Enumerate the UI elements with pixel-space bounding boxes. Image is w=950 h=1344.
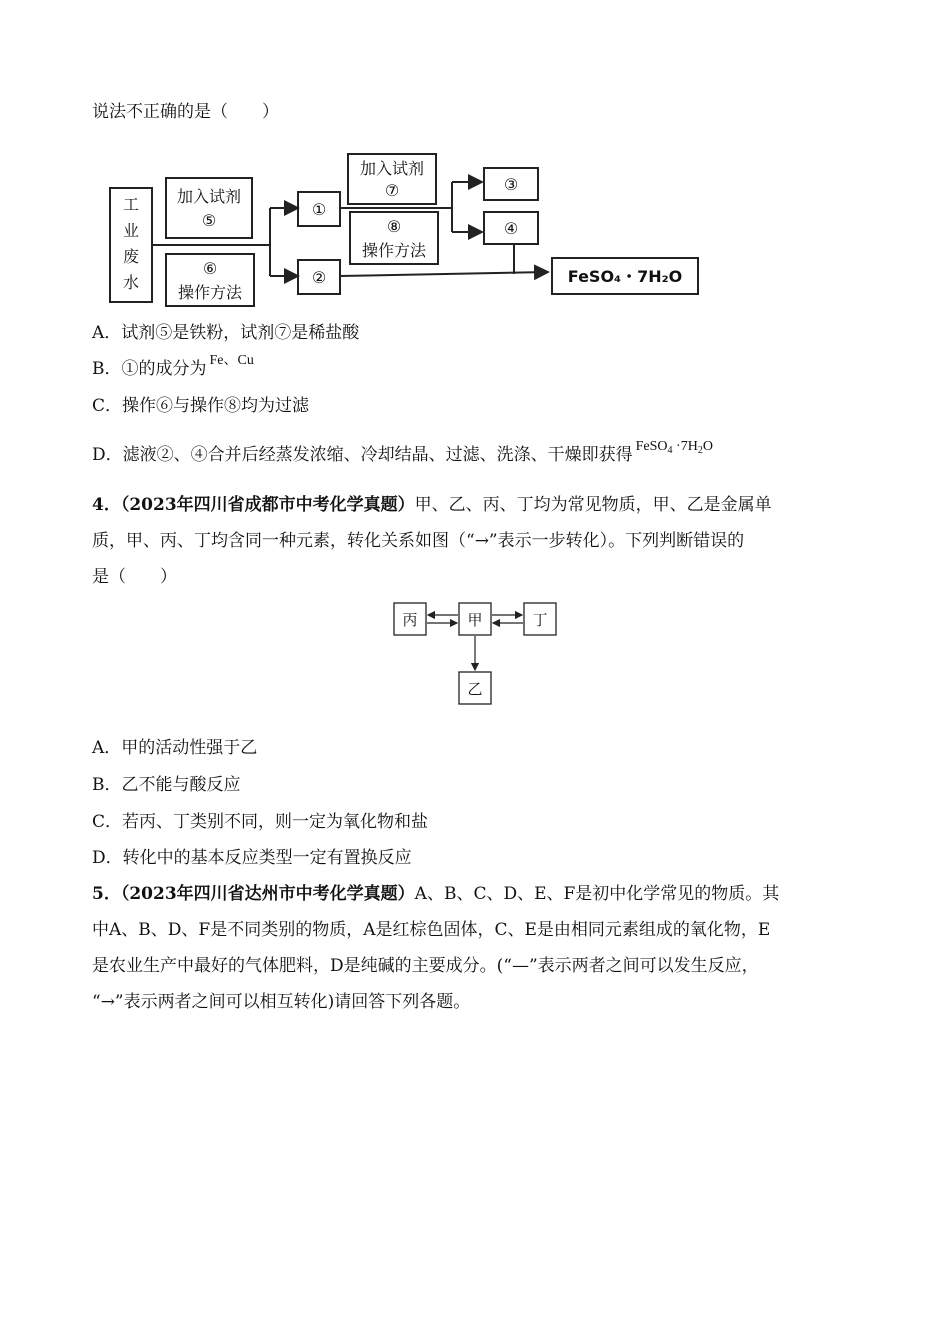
q3-option-b-formula: Fe、Cu — [209, 353, 254, 368]
node2-label: ② — [311, 268, 327, 287]
q5-line3: 是农业生产中最好的气体肥料，D是纯碱的主要成分。(“—”表示两者之间可以发生反应， — [92, 956, 759, 976]
op6-num: ⑥ — [202, 259, 218, 278]
op8-num: ⑧ — [386, 217, 402, 236]
q4-option-c: C．若丙、丁类别不同，则一定为氧化物和盐 — [92, 812, 429, 832]
yi-label: 乙 — [467, 680, 483, 698]
reagent7-num: ⑦ — [384, 181, 400, 200]
q4-option-a: A．甲的活动性强于乙 — [92, 738, 258, 758]
q5-stem — [92, 876, 862, 1020]
relation-diagram — [390, 598, 562, 708]
node3-label: ③ — [503, 175, 519, 194]
waste-char-1: 工 — [122, 195, 140, 214]
waste-char-4: 水 — [122, 273, 140, 292]
q5-line1: 5．（2023年四川省达州市中考化学真题）A、B、C、D、E、F是初中化学常见的物质。其 — [92, 884, 780, 904]
q3-option-c: C．操作⑥与操作⑧均为过滤 — [92, 396, 310, 416]
process-flow-diagram — [100, 148, 710, 310]
q3-option-b — [92, 353, 254, 383]
q4-option-b: B．乙不能与酸反应 — [92, 775, 241, 795]
q3-option-d — [92, 439, 713, 473]
op8-label: 操作方法 — [361, 241, 427, 260]
q3-stem-tail: 说法不正确的是（ ） — [92, 102, 279, 122]
q4-stem — [92, 487, 862, 595]
q5-source: （2023年四川省达州市中考化学真题） — [120, 884, 415, 904]
q3-option-d-text: D．滤液②、④合并后经蒸发浓缩、冷却结晶、过滤、洗涤、干燥即获得 — [92, 445, 633, 465]
ding-label: 丁 — [532, 611, 548, 629]
reagent5-num: ⑤ — [201, 211, 217, 230]
bing-label: 丙 — [402, 611, 418, 629]
node1-label: ① — [311, 200, 327, 219]
q3-option-a: A．试剂⑤是铁粉，试剂⑦是稀盐酸 — [92, 323, 360, 343]
waste-char-2: 业 — [122, 221, 140, 240]
reagent7-label: 加入试剂 — [359, 159, 425, 178]
q4-line2: 质，甲、丙、丁均含同一种元素，转化关系如图（“→”表示一步转化）。下列判断错误的 — [92, 531, 745, 551]
q4-line3: 是（ ） — [92, 567, 177, 587]
q4-line1: 4．（2023年四川省成都市中考化学真题）甲、乙、丙、丁均为常见物质，甲、乙是金属单 — [92, 495, 772, 515]
q4-source: （2023年四川省成都市中考化学真题） — [120, 495, 415, 515]
q3-option-d-formula: FeSO4 ·7H2O — [635, 439, 713, 456]
node4-label: ④ — [503, 219, 519, 238]
reagent5-label: 加入试剂 — [176, 187, 242, 206]
op6-label: 操作方法 — [177, 283, 243, 302]
waste-char-3: 废 — [122, 247, 140, 266]
product-label: FeSO₄・7H₂O — [567, 267, 683, 286]
q3-option-b-text: B．①的成分为 — [92, 359, 207, 379]
jia-label: 甲 — [467, 611, 483, 629]
q5-line2: 中A、B、D、F是不同类别的物质，A是红棕色固体，C、E是由相同元素组成的氧化物，E — [92, 920, 771, 940]
q4-option-d: D．转化中的基本反应类型一定有置换反应 — [92, 848, 412, 868]
q5-line4: “→”表示两者之间可以相互转化)请回答下列各题。 — [92, 992, 471, 1012]
